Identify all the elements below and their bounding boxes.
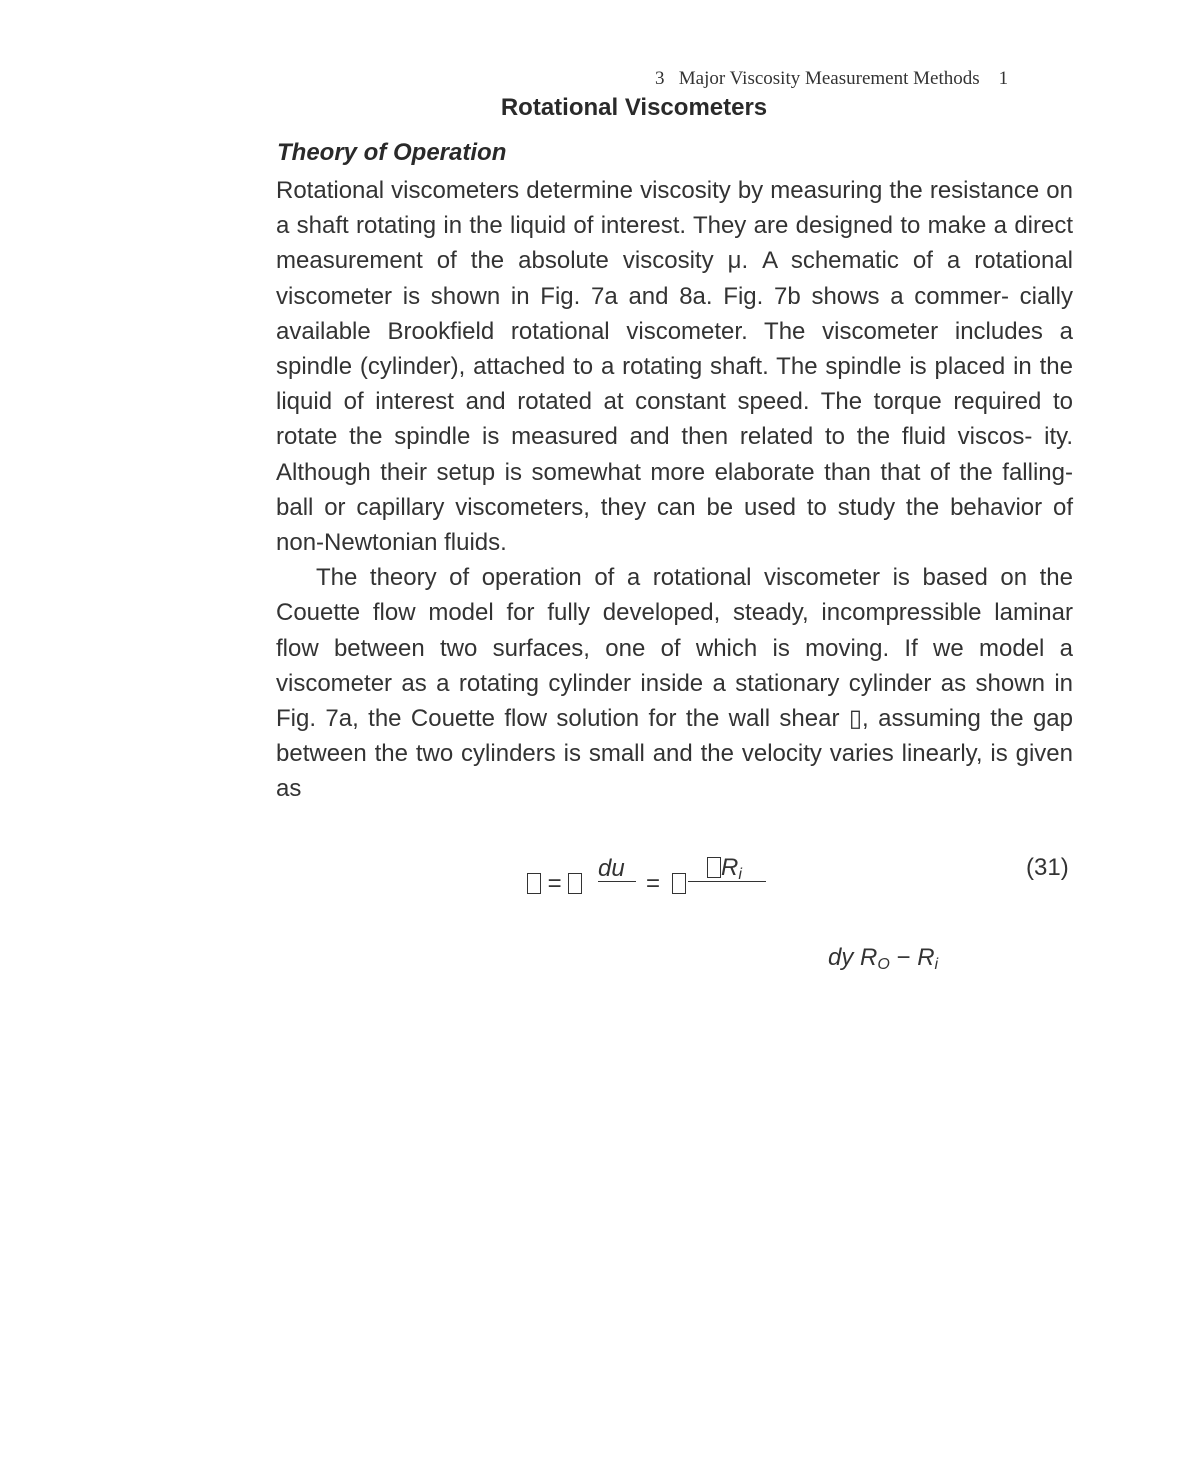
equals-sign-1: = (547, 870, 562, 897)
denominator-ro-sub: O (877, 956, 890, 973)
paragraph-2: The theory of operation of a rotational viscometer is based on the Couette flow model for fully developed, steady, incompressible laminar flow between two surfaces, one of which is moving. If we model a viscometer as a rotating cylinder inside a stationary cylinder as shown in Fig. 7a, the Couette flow solution for the wall shear ▯, assuming the gap between the two cylinders is small and the velocity varies linearly, is given as (276, 564, 1073, 803)
denominator-ri: R (917, 944, 935, 971)
mu-glyph-2-wrap (672, 870, 686, 898)
numerator-r: R (721, 854, 739, 881)
minus-sign: − (896, 944, 911, 971)
section-title: Rotational Viscometers (500, 94, 768, 121)
denominator-dy: dy (828, 944, 854, 971)
mu-glyph-2 (672, 873, 686, 894)
equation-number: (31) (1026, 854, 1069, 881)
running-head: 3 Major Viscosity Measurement Methods 1 (655, 68, 1009, 89)
numerator-du: du (598, 857, 636, 882)
equation-lhs (527, 870, 582, 898)
omega-glyph (707, 857, 721, 878)
numerator-r-sub: i (738, 866, 742, 883)
subsection-title: Theory of Operation (277, 139, 507, 166)
denominator-ro: R (860, 944, 878, 971)
equals-sign-2: = (646, 870, 661, 897)
denominator-line (828, 944, 938, 974)
tau-glyph (527, 873, 541, 894)
mu-glyph (568, 873, 582, 894)
denominator-ri-sub: i (934, 956, 939, 973)
body-text (276, 173, 1073, 807)
paragraph-1: Rotational viscometers determine viscosity by measuring the resistance on a shaft rotating in the liquid of interest. They are designed to make a direct measurement of the absolute viscosity μ. A schematic of a rotational viscometer is shown in Fig. 7a and 8a. Fig. 7b shows a commer- cially available Brookfield rotational viscometer. The viscometer includes a spindle (cylinder), attached to a rotating shaft. The spindle is placed in the liquid of interest and rotated at constant speed. The torque required to rotate the spindle is measured and then related to the fluid viscos- ity. Although their setup is somewhat more elaborate than that of the falling-ball or capillary viscometers, they can be used to study the behavior of non-Newtonian fluids. (276, 177, 1073, 557)
numerator-omega-ri (707, 854, 742, 884)
